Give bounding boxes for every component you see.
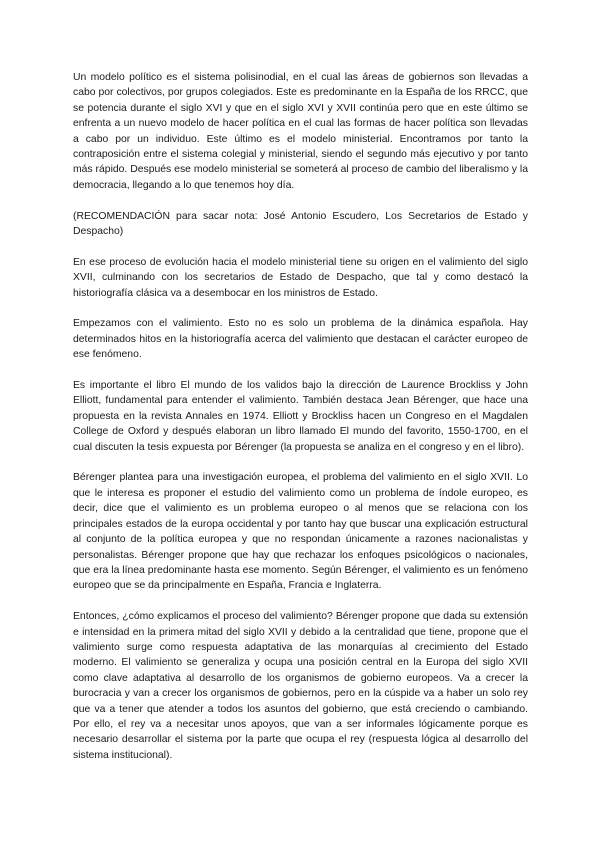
paragraph-berenger-plantea: Bérenger plantea para una investigación europea, el problema del valimiento en el siglo XVII. Lo que le interesa es proponer el estudio del valimiento como un problema de índole europeo, es decir, dice que el valimiento es un problema europeo o al menos que se relaciona con los principales estados de la europa occidental y por tanto hay que buscar una explicación estructural al conjunto de la política europea y que no respondan únicamente a razones nacionalistas y personalistas. Bérenger propone que hay que rechazar los enfoques psicológicos o nacionales, que era la línea predominante hasta ese momento. Según Bérenger, el valimiento es un fenómeno europeo que se da principalmente en España, Francia e Inglaterra. xyxy=(73,472,528,592)
paragraph-modelo-politico: Un modelo político es el sistema polisinodial, en el cual las áreas de gobiernos son llevadas a cabo por colectivos, por grupos colegiados. Este es predominante en la España de los RRCC, que se potencia durante el siglo XVI y que en el siglo XVI y XVII continúa pero que en este último se enfrenta a un nuevo modelo de hacer política en el cual las formas de hacer política son llevadas a cabo por un individuo. Este último es el modelo ministerial. Encontramos por tanto la contraposición entre el sistema colegial y ministerial, siendo el segundo más ejecutivo y por tanto más rápido. Después ese modelo ministerial se someterá al proceso de cambio del liberalismo y la democracia, llegando a lo que tenemos hoy día. xyxy=(73,72,528,191)
paragraph-explicacion-valimiento: Entonces, ¿cómo explicamos el proceso del valimiento? Bérenger propone que dada su extensión e intensidad en la primera mitad del siglo XVII y debido a la centralidad que tiene, propone que el valimiento surge como respuesta adaptativa de las monarquías al crecimiento del Estado moderno. El valimiento se generaliza y ocupa una posición central en la Europa del siglo XVII como clave adaptativa al desarrollo de los organismos de gobierno europeos. Va a crecer la burocracia y van a crecer los organismos de gobiernos, pero en la cúspide va a haber un solo rey que va a tener que atender a todos los asuntos del gobierno, que está creciendo o cambiando. Por ello, el rey va a necesitar unos apoyos, que van a ser informales lógicamente porque es necesario desarrollar el sistema por la parte que ocupa el rey (respuesta lógica al desarrollo del sistema institucional). xyxy=(73,611,528,761)
paragraph-libro-validos: Es importante el libro El mundo de los validos bajo la dirección de Laurence Brockliss y John Elliott, fundamental para entender el valimiento. También destaca Jean Bérenger, que hace una propuesta en la revista Annales en 1974. Elliott y Brockliss hacen un Congreso en el Magdalen College de Oxford y después elaboran un libro llamado El mundo del favorito, 1550-1700, en el cual discuten la tesis expuesta por Bérenger (la propuesta se analiza en el congreso y en el libro). xyxy=(73,380,528,453)
paragraph-empezamos-valimiento: Empezamos con el valimiento. Esto no es solo un problema de la dinámica española. Hay determinados hitos en la historiografía acerca del valimiento que destacan el carácter europeo de ese fenómeno. xyxy=(73,318,528,361)
paragraph-evolucion-ministerial: En ese proceso de evolución hacia el modelo ministerial tiene su origen en el valimiento del siglo XVII, culminando con los secretarios de Estado de Despacho, que tal y como destacó la historiografía clásica va a desembocar en los ministros de Estado. xyxy=(73,256,528,299)
document-page xyxy=(73,70,528,779)
paragraph-recomendacion: (RECOMENDACIÓN para sacar nota: José Antonio Escudero, Los Secretarios de Estado y Despacho) xyxy=(73,210,528,238)
